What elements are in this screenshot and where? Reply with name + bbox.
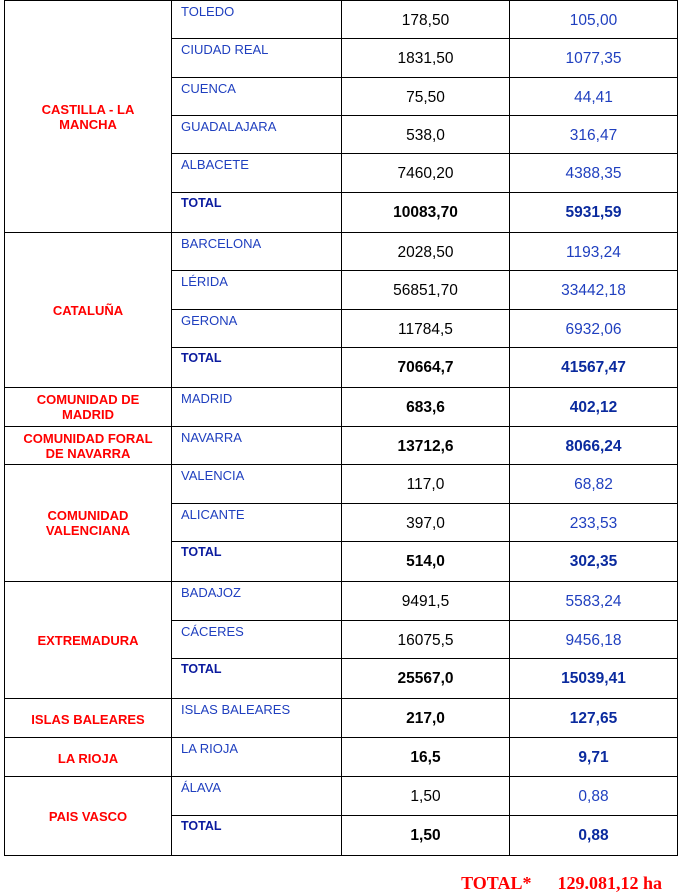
value-cell: 13712,6 [342, 427, 510, 465]
value-cell: 16,5 [342, 738, 510, 777]
value-cell: 217,0 [342, 699, 510, 738]
value-cell: 16075,5 [342, 621, 510, 659]
region-cell: COMUNIDAD VALENCIANA [5, 465, 172, 582]
table-row [5, 388, 678, 427]
province-total-cell: TOTAL [172, 348, 342, 388]
province-cell: BADAJOZ [172, 582, 342, 621]
province-cell: MADRID [172, 388, 342, 427]
value-cell: 117,0 [342, 465, 510, 504]
table-row [5, 465, 678, 504]
hectare-cell: 302,35 [510, 542, 678, 582]
region-cell: PAIS VASCO [5, 777, 172, 856]
hectare-cell: 233,53 [510, 504, 678, 542]
table-row [5, 1, 678, 39]
value-cell: 514,0 [342, 542, 510, 582]
data-table [4, 0, 678, 856]
hectare-cell: 402,12 [510, 388, 678, 427]
province-cell: TOLEDO [172, 1, 342, 39]
hectare-cell: 9,71 [510, 738, 678, 777]
table-row [5, 738, 678, 777]
province-cell: ALBACETE [172, 154, 342, 193]
table-row [5, 699, 678, 738]
region-cell: ISLAS BALEARES [5, 699, 172, 738]
region-cell: COMUNIDAD DE MADRID [5, 388, 172, 427]
hectare-cell: 5583,24 [510, 582, 678, 621]
hectare-cell: 33442,18 [510, 271, 678, 310]
table-row [5, 233, 678, 271]
hectare-cell: 4388,35 [510, 154, 678, 193]
province-cell: VALENCIA [172, 465, 342, 504]
province-total-cell: TOTAL [172, 659, 342, 699]
hectare-cell: 105,00 [510, 1, 678, 39]
table-row [5, 777, 678, 816]
table-row [5, 427, 678, 465]
grand-total-value: 129.081,12 ha [557, 873, 662, 893]
hectare-cell: 5931,59 [510, 193, 678, 233]
province-cell: BARCELONA [172, 233, 342, 271]
grand-total [461, 873, 662, 894]
value-cell: 178,50 [342, 1, 510, 39]
hectare-cell: 316,47 [510, 116, 678, 154]
province-cell: ISLAS BALEARES [172, 699, 342, 738]
hectare-cell: 0,88 [510, 816, 678, 856]
value-cell: 683,6 [342, 388, 510, 427]
province-cell: CÁCERES [172, 621, 342, 659]
province-cell: CIUDAD REAL [172, 39, 342, 78]
table-row [5, 582, 678, 621]
hectare-cell: 9456,18 [510, 621, 678, 659]
value-cell: 1,50 [342, 816, 510, 856]
region-cell: CATALUÑA [5, 233, 172, 388]
value-cell: 56851,70 [342, 271, 510, 310]
province-cell: NAVARRA [172, 427, 342, 465]
hectare-cell: 44,41 [510, 78, 678, 116]
region-cell: COMUNIDAD FORAL DE NAVARRA [5, 427, 172, 465]
value-cell: 397,0 [342, 504, 510, 542]
province-total-cell: TOTAL [172, 816, 342, 856]
province-cell: ALICANTE [172, 504, 342, 542]
hectare-cell: 15039,41 [510, 659, 678, 699]
grand-total-label: TOTAL* [461, 873, 532, 893]
value-cell: 2028,50 [342, 233, 510, 271]
value-cell: 11784,5 [342, 310, 510, 348]
hectare-cell: 6932,06 [510, 310, 678, 348]
hectare-cell: 0,88 [510, 777, 678, 816]
province-cell: LÉRIDA [172, 271, 342, 310]
hectare-cell: 8066,24 [510, 427, 678, 465]
province-total-cell: TOTAL [172, 542, 342, 582]
hectare-cell: 1077,35 [510, 39, 678, 78]
province-cell: GERONA [172, 310, 342, 348]
value-cell: 9491,5 [342, 582, 510, 621]
hectare-cell: 41567,47 [510, 348, 678, 388]
hectare-cell: 127,65 [510, 699, 678, 738]
province-cell: GUADALAJARA [172, 116, 342, 154]
region-cell: EXTREMADURA [5, 582, 172, 699]
province-total-cell: TOTAL [172, 193, 342, 233]
value-cell: 7460,20 [342, 154, 510, 193]
value-cell: 538,0 [342, 116, 510, 154]
hectare-cell: 68,82 [510, 465, 678, 504]
region-cell: LA RIOJA [5, 738, 172, 777]
value-cell: 1,50 [342, 777, 510, 816]
value-cell: 25567,0 [342, 659, 510, 699]
value-cell: 10083,70 [342, 193, 510, 233]
value-cell: 1831,50 [342, 39, 510, 78]
value-cell: 70664,7 [342, 348, 510, 388]
hectare-cell: 1193,24 [510, 233, 678, 271]
value-cell: 75,50 [342, 78, 510, 116]
province-cell: CUENCA [172, 78, 342, 116]
region-cell: CASTILLA - LA MANCHA [5, 1, 172, 233]
province-cell: LA RIOJA [172, 738, 342, 777]
province-cell: ÁLAVA [172, 777, 342, 816]
